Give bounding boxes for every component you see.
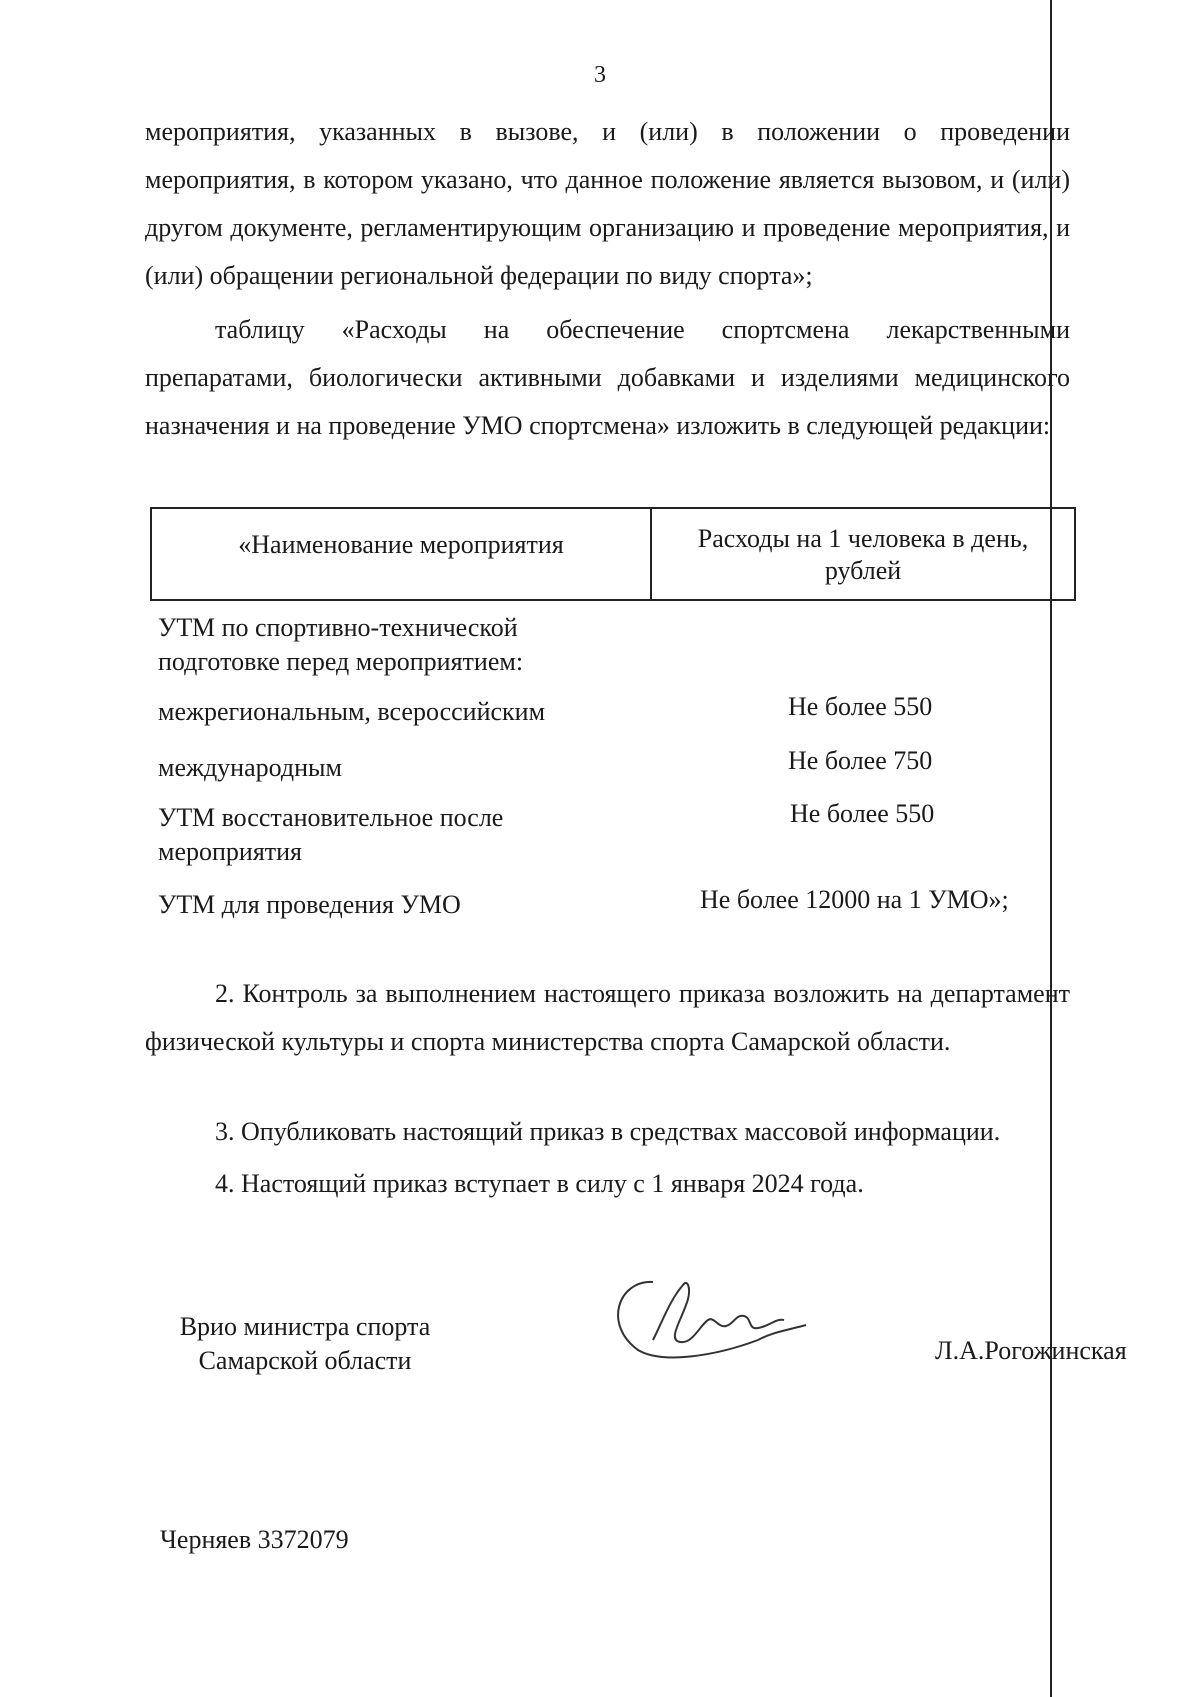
paragraph-control: 2. Контроль за выполнением настоящего приказа возложить на департамент физической культуры и спорта министерства спорта Самарской области. <box>145 979 1070 1056</box>
paragraph-effective-date: 4. Настоящий приказ вступает в силу с 1 января 2024 года. <box>215 1169 864 1198</box>
table-row-value: Не более 550 <box>788 692 933 721</box>
table-row-label: УТМ для проведения УМО <box>158 890 461 919</box>
table-row-label: межрегиональным, всероссийским <box>158 697 546 726</box>
executor-contact: Черняев 3372079 <box>160 1525 349 1554</box>
paragraph-table-amendment: таблицу «Расходы на обеспечение спортсмена лекарственными препаратами, биологически активными добавками и изделиями медицинского назначения и на проведение УМО спортсмена» изложить в следующей редакции: <box>145 315 1070 440</box>
table-row-value: Не более 750 <box>788 746 933 775</box>
table-row-value: Не более 550 <box>790 799 935 828</box>
table-section-heading: УТМ по спортивно-технической подготовке перед мероприятием: <box>158 613 524 676</box>
expenses-table-header <box>150 507 1076 601</box>
table-row-value: Не более 12000 на 1 УМО»; <box>700 885 1009 914</box>
table-row-label: международным <box>158 753 342 782</box>
header-event-name: «Наименование мероприятия <box>152 509 652 599</box>
signatory-name: Л.А.Рогожинская <box>935 1336 1127 1365</box>
paragraph-publish: 3. Опубликовать настоящий приказ в средствах массовой информации. <box>215 1117 1001 1146</box>
handwritten-signature <box>608 1270 838 1370</box>
page-number: 3 <box>594 62 606 88</box>
header-cost-per-day: Расходы на 1 человека в день, рублей <box>697 524 1029 585</box>
paragraph-continuation: мероприятия, указанных в вызове, и (или) в положении о проведении мероприятия, в котором указано, что данное положение является вызовом, и (или) другом документе, регламентирующим организацию и проведение мероприятия, и (или) обращении региональной федерации по виду спорта»; <box>145 117 1070 290</box>
signatory-position: Врио министра спорта Самарской области <box>179 1312 431 1375</box>
table-row-label: УТМ восстановительное после мероприятия <box>158 803 504 866</box>
